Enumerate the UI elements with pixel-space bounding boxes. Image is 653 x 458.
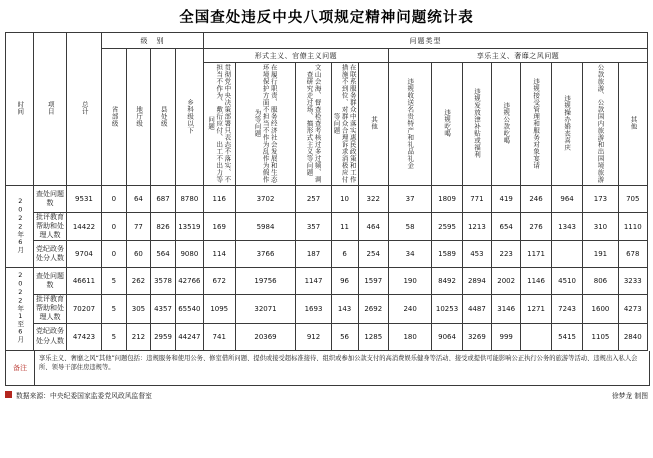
cell: 1110 (618, 213, 647, 241)
cell: 34 (388, 241, 431, 268)
cell: 276 (521, 213, 551, 241)
cell: 114 (203, 241, 235, 268)
cell: 10253 (432, 295, 462, 323)
cell: 464 (358, 213, 388, 241)
cell: 1285 (358, 323, 388, 350)
cell: 1693 (296, 295, 331, 323)
cell: 1343 (551, 213, 583, 241)
cell: 5 (102, 323, 127, 350)
cell: 3233 (618, 268, 647, 295)
cell: 1105 (583, 323, 618, 350)
header-level-xianchu: 县处级 (151, 49, 176, 186)
cell: 322 (358, 186, 388, 213)
cell: 4510 (551, 268, 583, 295)
cell: 169 (203, 213, 235, 241)
cell: 2959 (151, 323, 176, 350)
header-type-group: 问题类型 (203, 33, 647, 49)
header-formalism-4: 在联系服务群众中落实惠民政策和工作措施不到位、对群众合理诉求消极应付等问题 (331, 63, 358, 186)
row-label: 查处问题数 (34, 268, 67, 295)
cell: 223 (492, 241, 521, 268)
cell: 1213 (462, 213, 491, 241)
cell: 564 (151, 241, 176, 268)
header-hedonism-group: 享乐主义、奢靡之风问题 (388, 49, 647, 63)
header-hedonism-1: 违规收送名贵特产和礼品礼金 (388, 63, 431, 186)
row-label: 批评教育帮助和处理人数 (34, 295, 67, 323)
cell: 419 (492, 186, 521, 213)
cell: 5984 (235, 213, 296, 241)
header-row-2 (6, 49, 648, 63)
cell: 3269 (462, 323, 491, 350)
cell: 0 (102, 213, 127, 241)
row-period: 2022年1至6月 (6, 268, 34, 350)
cell: 254 (358, 241, 388, 268)
row-period: 2022年6月 (6, 186, 34, 268)
cell: 964 (551, 186, 583, 213)
cell: 5 (102, 295, 127, 323)
cell: 2894 (462, 268, 491, 295)
cell: 672 (203, 268, 235, 295)
cell: 4357 (151, 295, 176, 323)
cell: 7243 (551, 295, 583, 323)
cell: 70207 (66, 295, 101, 323)
cell: 77 (126, 213, 151, 241)
row-label: 党纪政务处分人数 (34, 241, 67, 268)
cell: 3766 (235, 241, 296, 268)
cell: 19756 (235, 268, 296, 295)
cell: 240 (388, 295, 431, 323)
header-hedonism-7: 公款旅游、公款国内旅游和出国境旅游 (583, 63, 618, 186)
cell: 6 (331, 241, 358, 268)
cell: 305 (126, 295, 151, 323)
row-label: 批评教育帮助和处理人数 (34, 213, 67, 241)
header-formalism-3: 文山会海、督查检查考核过多过频、调查研究走过场、搞形式主义等问题 (296, 63, 331, 186)
cell: 96 (331, 268, 358, 295)
cell: 3578 (151, 268, 176, 295)
cell: 453 (462, 241, 491, 268)
cell: 8492 (432, 268, 462, 295)
source-label: 数据来源： (16, 391, 50, 400)
cell: 678 (618, 241, 647, 268)
header-hedonism-3: 违规发放津补贴或福利 (462, 63, 491, 186)
cell: 11 (331, 213, 358, 241)
cell: 0 (102, 186, 127, 213)
header-formalism-other: 其他 (358, 63, 388, 186)
cell: 46611 (66, 268, 101, 295)
cell: 37 (388, 186, 431, 213)
header-time: 时间 (6, 33, 34, 186)
header-formalism-group: 形式主义、官僚主义问题 (203, 49, 388, 63)
header-formalism-2: 在履行职责、服务经济社会发展和生态环境保护方面不担当不作为乱作为假作为等问题 (235, 63, 296, 186)
page-title: 全国查处违反中央八项规定精神问题统计表 (179, 10, 474, 26)
cell: 116 (203, 186, 235, 213)
footnote-text: 享乐主义、奢靡之风“其他”问题包括：违规服务和使用公务、修室借所问题、提供或接受超标准接待、组织或参加公款支付的高消费娱乐健身等活动、接受或提供可能影响公正执行公务的旅游等活动、违规出入私人会所、领导干部住房违规等。 (39, 354, 638, 371)
table-row (6, 241, 648, 268)
cell: 56 (331, 323, 358, 350)
cell: 3146 (492, 295, 521, 323)
source-org: 中央纪委国家监委党风政风监督室 (49, 391, 152, 400)
cell: 58 (388, 213, 431, 241)
cell: 4487 (462, 295, 491, 323)
cell: 806 (583, 268, 618, 295)
cell: 357 (296, 213, 331, 241)
source-credit: 徐梦龙 制图 (611, 391, 648, 400)
table-row (6, 295, 648, 323)
cell: 262 (126, 268, 151, 295)
cell: 1095 (203, 295, 235, 323)
cell: 8780 (175, 186, 203, 213)
cell: 1589 (432, 241, 462, 268)
cell: 771 (462, 186, 491, 213)
cell: 42766 (175, 268, 203, 295)
header-formalism-1: 贯彻党中央决策部署只表态不落实、不担当不作为、敷衍应付、出工不出力等问题 (203, 63, 235, 186)
cell: 32071 (235, 295, 296, 323)
cell: 2595 (432, 213, 462, 241)
cell: 20369 (235, 323, 296, 350)
cell: 257 (296, 186, 331, 213)
cell: 2840 (618, 323, 647, 350)
cell: 2002 (492, 268, 521, 295)
cell: 4273 (618, 295, 647, 323)
cell: 212 (126, 323, 151, 350)
cell: 180 (388, 323, 431, 350)
cell: 246 (521, 186, 551, 213)
cell: 10 (331, 186, 358, 213)
cell: 826 (151, 213, 176, 241)
cell: 1146 (521, 268, 551, 295)
cell: 9704 (66, 241, 101, 268)
cell: 14422 (66, 213, 101, 241)
cell: 44247 (175, 323, 203, 350)
table-row (6, 186, 648, 213)
header-level-xiangke: 乡科级以下 (175, 49, 203, 186)
header-total: 总计 (66, 33, 101, 186)
cell: 1271 (521, 295, 551, 323)
cell: 687 (151, 186, 176, 213)
cell: 190 (388, 268, 431, 295)
header-hedonism-2: 违规吃喝 (432, 63, 462, 186)
cell (521, 323, 551, 350)
table-row (6, 268, 648, 295)
header-row-1 (6, 33, 648, 49)
cell: 3702 (235, 186, 296, 213)
footnote (5, 351, 650, 386)
cell: 60 (126, 241, 151, 268)
header-hedonism-other: 其他 (618, 63, 647, 186)
cell: 9080 (175, 241, 203, 268)
cell: 654 (492, 213, 521, 241)
cell: 187 (296, 241, 331, 268)
table-row (6, 213, 648, 241)
cell: 912 (296, 323, 331, 350)
header-hedonism-4: 违规公款吃喝 (492, 63, 521, 186)
cell: 47423 (66, 323, 101, 350)
cell: 1600 (583, 295, 618, 323)
cell: 13519 (175, 213, 203, 241)
header-level-group: 级 别 (102, 33, 204, 49)
cell: 705 (618, 186, 647, 213)
square-marker-icon (5, 391, 12, 398)
cell: 5415 (551, 323, 583, 350)
cell: 1597 (358, 268, 388, 295)
table-row (6, 323, 648, 350)
cell: 0 (102, 241, 127, 268)
header-item: 项目 (34, 33, 67, 186)
row-label: 查处问题数 (34, 186, 67, 213)
cell: 1171 (521, 241, 551, 268)
cell: 2692 (358, 295, 388, 323)
header-hedonism-6: 违规操办婚丧喜庆 (551, 63, 583, 186)
cell (551, 241, 583, 268)
cell: 9064 (432, 323, 462, 350)
cell: 1147 (296, 268, 331, 295)
cell: 191 (583, 241, 618, 268)
header-level-sheng: 省部级 (102, 49, 127, 186)
cell: 1809 (432, 186, 462, 213)
cell: 310 (583, 213, 618, 241)
source-bar (5, 386, 648, 400)
footnote-label: 备注 (6, 351, 35, 385)
cell: 5 (102, 268, 127, 295)
cell: 65540 (175, 295, 203, 323)
cell: 9531 (66, 186, 101, 213)
cell: 64 (126, 186, 151, 213)
row-label: 党纪政务处分人数 (34, 323, 67, 350)
cell: 143 (331, 295, 358, 323)
cell: 999 (492, 323, 521, 350)
cell: 173 (583, 186, 618, 213)
cell: 741 (203, 323, 235, 350)
statistics-table (5, 32, 648, 351)
header-hedonism-5: 违规接受管理和服务对象宴请 (521, 63, 551, 186)
header-level-diting: 地厅级 (126, 49, 151, 186)
